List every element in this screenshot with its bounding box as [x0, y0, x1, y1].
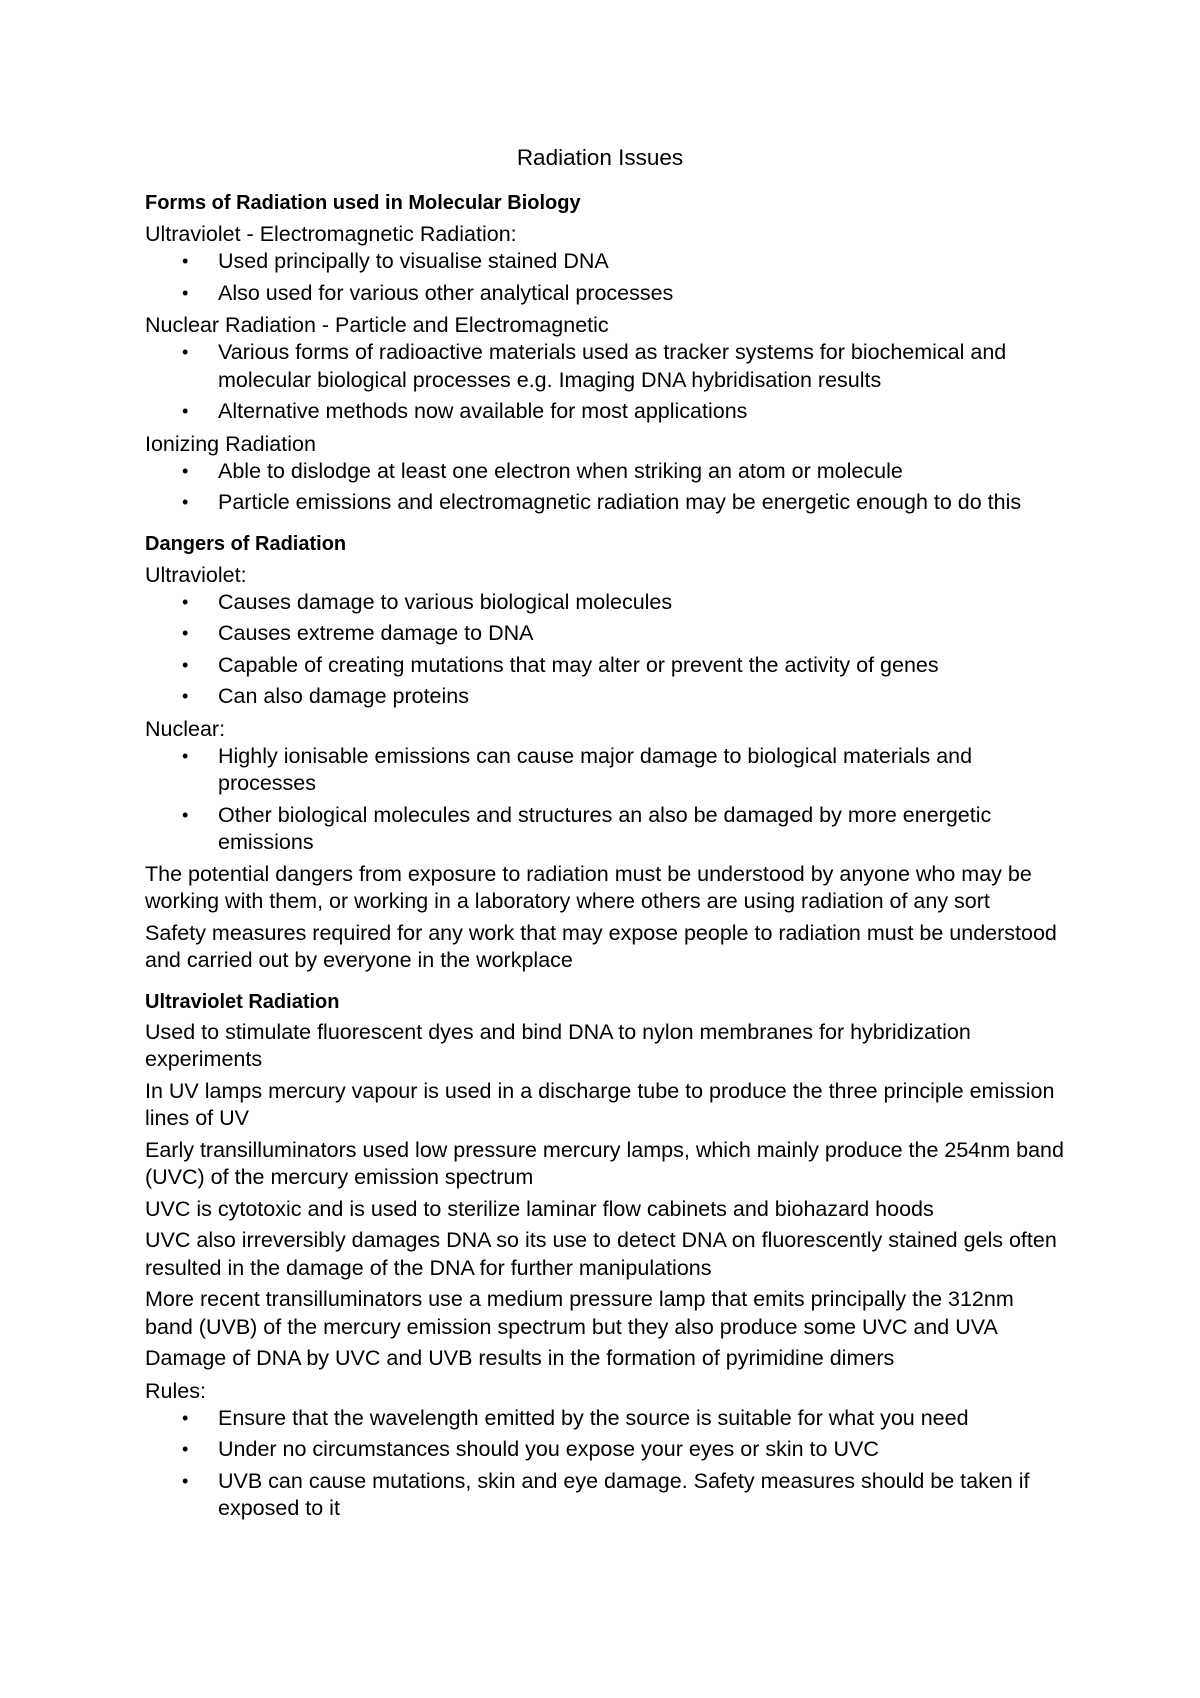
- group-label: Ultraviolet:: [145, 562, 247, 587]
- section-ultraviolet-radiation: [145, 989, 1065, 1523]
- list-item: [182, 489, 1065, 517]
- paragraph: Safety measures required for any work that may expose people to radiation must be understood and carried out by everyone in the workplace: [145, 920, 1057, 972]
- list-item-text: Causes damage to various biological molecules: [218, 589, 673, 614]
- rules-list: [145, 1405, 1065, 1523]
- bullet-icon: •: [182, 745, 189, 766]
- bullet-icon: •: [182, 460, 189, 481]
- bullet-icon: •: [182, 342, 189, 362]
- paragraph: UVC also irreversibly damages DNA so its use to detect DNA on fluorescently stained gels often resulted in the damage of the DNA for further manipulations: [145, 1228, 1057, 1280]
- list-item-text: Alternative methods now available for most applications: [218, 399, 748, 423]
- section-dangers-of-radiation: [145, 531, 1065, 975]
- list-item-text: Used principally to visualise stained DNA: [218, 249, 609, 273]
- bullet-list: [145, 248, 1065, 307]
- list-item: [182, 1405, 1065, 1433]
- list-item-text: Highly ionisable emissions can cause major damage to biological materials and processes: [218, 743, 973, 795]
- group-label: Nuclear Radiation - Particle and Electromagnetic: [145, 313, 609, 337]
- list-item-text: Particle emissions and electromagnetic radiation may be energetic enough to do this: [218, 490, 1022, 514]
- bullet-list: [145, 743, 1065, 857]
- bullet-icon: •: [182, 401, 189, 421]
- paragraph: The potential dangers from exposure to radiation must be understood by anyone who may be working with them, or working in a laboratory where others are using radiation of any sort: [145, 861, 1032, 913]
- list-item: [182, 339, 1065, 394]
- section-heading: Dangers of Radiation: [145, 532, 347, 555]
- list-item: [182, 802, 1065, 857]
- list-item: [182, 1468, 1065, 1523]
- list-item: [182, 589, 1065, 617]
- bullet-icon: •: [182, 804, 189, 825]
- section-forms-of-radiation: [145, 190, 1065, 517]
- group-label: Ionizing Radiation: [145, 431, 316, 456]
- list-item-text: Capable of creating mutations that may alter or prevent the activity of genes: [218, 652, 939, 677]
- paragraph: Damage of DNA by UVC and UVB results in the formation of pyrimidine dimers: [145, 1346, 895, 1370]
- bullet-icon: •: [182, 591, 189, 612]
- list-item-text: Also used for various other analytical processes: [218, 280, 674, 305]
- bullet-icon: •: [182, 1439, 189, 1459]
- list-item-text: UVB can cause mutations, skin and eye damage. Safety measures should be taken if exposed to it: [218, 1468, 1030, 1520]
- paragraph: UVC is cytotoxic and is used to sterilize laminar flow cabinets and biohazard hoods: [145, 1196, 934, 1221]
- bullet-icon: •: [182, 623, 189, 643]
- paragraph: In UV lamps mercury vapour is used in a discharge tube to produce the three principle emission lines of UV: [145, 1078, 1055, 1130]
- list-item: [182, 652, 1065, 680]
- bullet-list: [145, 589, 1065, 711]
- bullet-list: [145, 458, 1065, 517]
- paragraph: Early transilluminators used low pressure mercury lamps, which mainly produce the 254nm band (UVC) of the mercury emission spectrum: [145, 1137, 1064, 1189]
- list-item: [182, 1436, 1065, 1464]
- list-item: [182, 248, 1065, 276]
- section-heading: Forms of Radiation used in Molecular Biology: [145, 192, 581, 214]
- page-title: Radiation Issues: [516, 145, 684, 170]
- bullet-icon: •: [182, 282, 189, 303]
- paragraph: More recent transilluminators use a medium pressure lamp that emits principally the 312nm band (UVB) of the mercury emission spectrum but they also produce some UVC and UVA: [145, 1287, 1014, 1339]
- bullet-icon: •: [182, 251, 189, 271]
- list-item-text: Ensure that the wavelength emitted by the source is suitable for what you need: [218, 1405, 969, 1430]
- bullet-icon: •: [182, 686, 189, 706]
- list-item-text: Able to dislodge at least one electron when striking an atom or molecule: [218, 458, 903, 483]
- document-body: [145, 190, 1065, 1537]
- paragraph: Used to stimulate fluorescent dyes and bind DNA to nylon membranes for hybridization experiments: [145, 1019, 971, 1071]
- list-item: [182, 620, 1065, 648]
- list-item: [182, 683, 1065, 711]
- section-heading: Ultraviolet Radiation: [145, 990, 340, 1013]
- group-label: Nuclear:: [145, 716, 226, 741]
- list-item: [182, 743, 1065, 798]
- list-item-text: Various forms of radioactive materials used as tracker systems for biochemical and molecular biological processes e.g. Imaging DNA hybridisation results: [218, 340, 1007, 392]
- list-item-text: Other biological molecules and structures an also be damaged by more energetic emissions: [218, 802, 992, 854]
- list-item-text: Under no circumstances should you expose your eyes or skin to UVC: [218, 1437, 879, 1461]
- bullet-list: [145, 339, 1065, 426]
- list-item: [182, 398, 1065, 426]
- group-label: Ultraviolet - Electromagnetic Radiation:: [145, 222, 517, 246]
- list-item: [182, 458, 1065, 486]
- bullet-icon: •: [182, 1470, 189, 1491]
- bullet-icon: •: [182, 654, 189, 675]
- list-item-text: Causes extreme damage to DNA: [218, 621, 534, 645]
- rules-label: Rules:: [145, 1378, 206, 1403]
- bullet-icon: •: [182, 1407, 189, 1428]
- list-item: [182, 280, 1065, 308]
- list-item-text: Can also damage proteins: [218, 684, 469, 708]
- bullet-icon: •: [182, 492, 189, 512]
